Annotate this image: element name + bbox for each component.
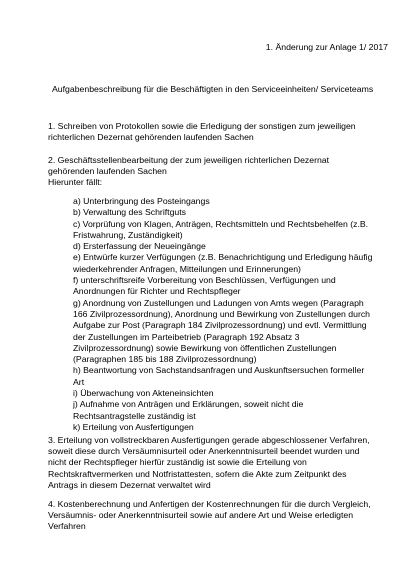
list-item: (Paragraphen 185 bis 188 Zivilprozessordnung) [73,354,257,365]
section-1-line: 1. Schreiben von Protokollen sowie die Erledigung der sonstigen zum jeweiligen [48,121,356,131]
section-3-line: Antrags in diesem Dezernat verwaltet wird [48,479,211,490]
list-item: Anordnungen für Richter und Rechtspfleger [73,286,241,297]
list-item: e) Entwürfe kurzer Verfügungen (z.B. Benachrichtigung und Erledigung häufig [73,252,373,263]
list-item: Zivilprozessordnung) sowie Bewirkung von öffentlichen Zustellungen [73,342,337,353]
section-1-line: richterlichen Dezernat gehörenden laufenden Sachen [48,132,254,143]
section-3-line: Rechtskraftvermerken und Notfristattesten, sofern die Akte zum Zeitpunkt des [48,468,347,479]
list-item: b) Verwaltung des Schriftguts [73,207,186,218]
list-item: c) Vorprüfung von Klagen, Anträgen, Rechtsmitteln und Rechtsbehelfen (z.B. [73,218,369,229]
list-item: 166 Zivilprozessordnung), Anordnung und Bewirkung von Zustellungen durch [73,308,371,319]
list-item: a) Unterbringung des Posteingangs [73,196,210,206]
list-item: Aufgabe zur Post (Paragraph 184 Zivilprozessordnung) und evtl. Vermittlung [73,320,367,331]
list-item: d) Ersterfassung der Neueingänge [73,241,206,252]
section-3 [48,435,388,491]
section-4-line: Verfahren [48,521,86,532]
list-item: Fristwahrung, Zuständigkeit) [73,229,183,240]
section-4 [48,499,388,533]
list-item: f) unterschriftsreife Vorbereitung von Beschlüssen, Verfügungen und [73,275,336,286]
list-item: wiederkehrender Anfragen, Mitteilungen und Erinnerungen) [73,263,301,274]
list-item: Rechtsantragstelle zuständig ist [73,410,196,421]
list-item: j) Aufnahme von Anträgen und Erklärungen, soweit nicht die [73,399,304,410]
document-subject: Aufgabenbeschreibung für die Beschäftigten in den Serviceeinheiten/ Serviceteams [52,84,374,94]
amendment-heading: 1. Änderung zur Anlage 1/ 2017 [265,42,388,52]
list-item: i) Überwachung von Akteneinsichten [73,388,214,399]
section-2 [48,155,388,189]
list-item: der Zustellungen im Parteibetrieb (Paragraph 192 Absatz 3 [73,331,300,342]
list-item: Art [73,376,85,387]
list-item: k) Erteilung von Ausfertigungen [73,421,194,432]
section-3-line: nicht der Rechtspfleger hierfür zuständig ist sowie die Erteilung von [48,457,307,468]
section-2-line: 2. Geschäftsstellenbearbeitung der zum jeweiligen richterlichen Dezernat [48,155,330,165]
list-item: g) Anordnung von Zustellungen und Ladungen von Amts wegen (Paragraph [73,297,364,308]
section-4-line: 4. Kostenberechnung und Anfertigen der Kostenrechnungen für die durch Vergleich, [48,499,371,509]
section-3-line: 3. Erteilung von vollstreckbaren Ausfertigungen gerade abgeschlossener Verfahren, [48,435,370,445]
section-2-line: gehörenden laufenden Sachen [48,166,167,177]
list-item: h) Beantwortung von Sachstandsanfragen und Auskunftsersuchen formeller [73,365,365,376]
section-3-line: soweit diese durch Versäumnisurteil oder Anerkenntnisurteil beendet wurden und [48,446,360,457]
section-2-list [73,196,393,433]
section-2-line: Hierunter fällt: [48,177,103,188]
section-1 [48,121,388,143]
section-4-line: Versäumnis- oder Anerkenntnisurteil sowie auf andere Art und Weise erledigten [48,510,354,521]
